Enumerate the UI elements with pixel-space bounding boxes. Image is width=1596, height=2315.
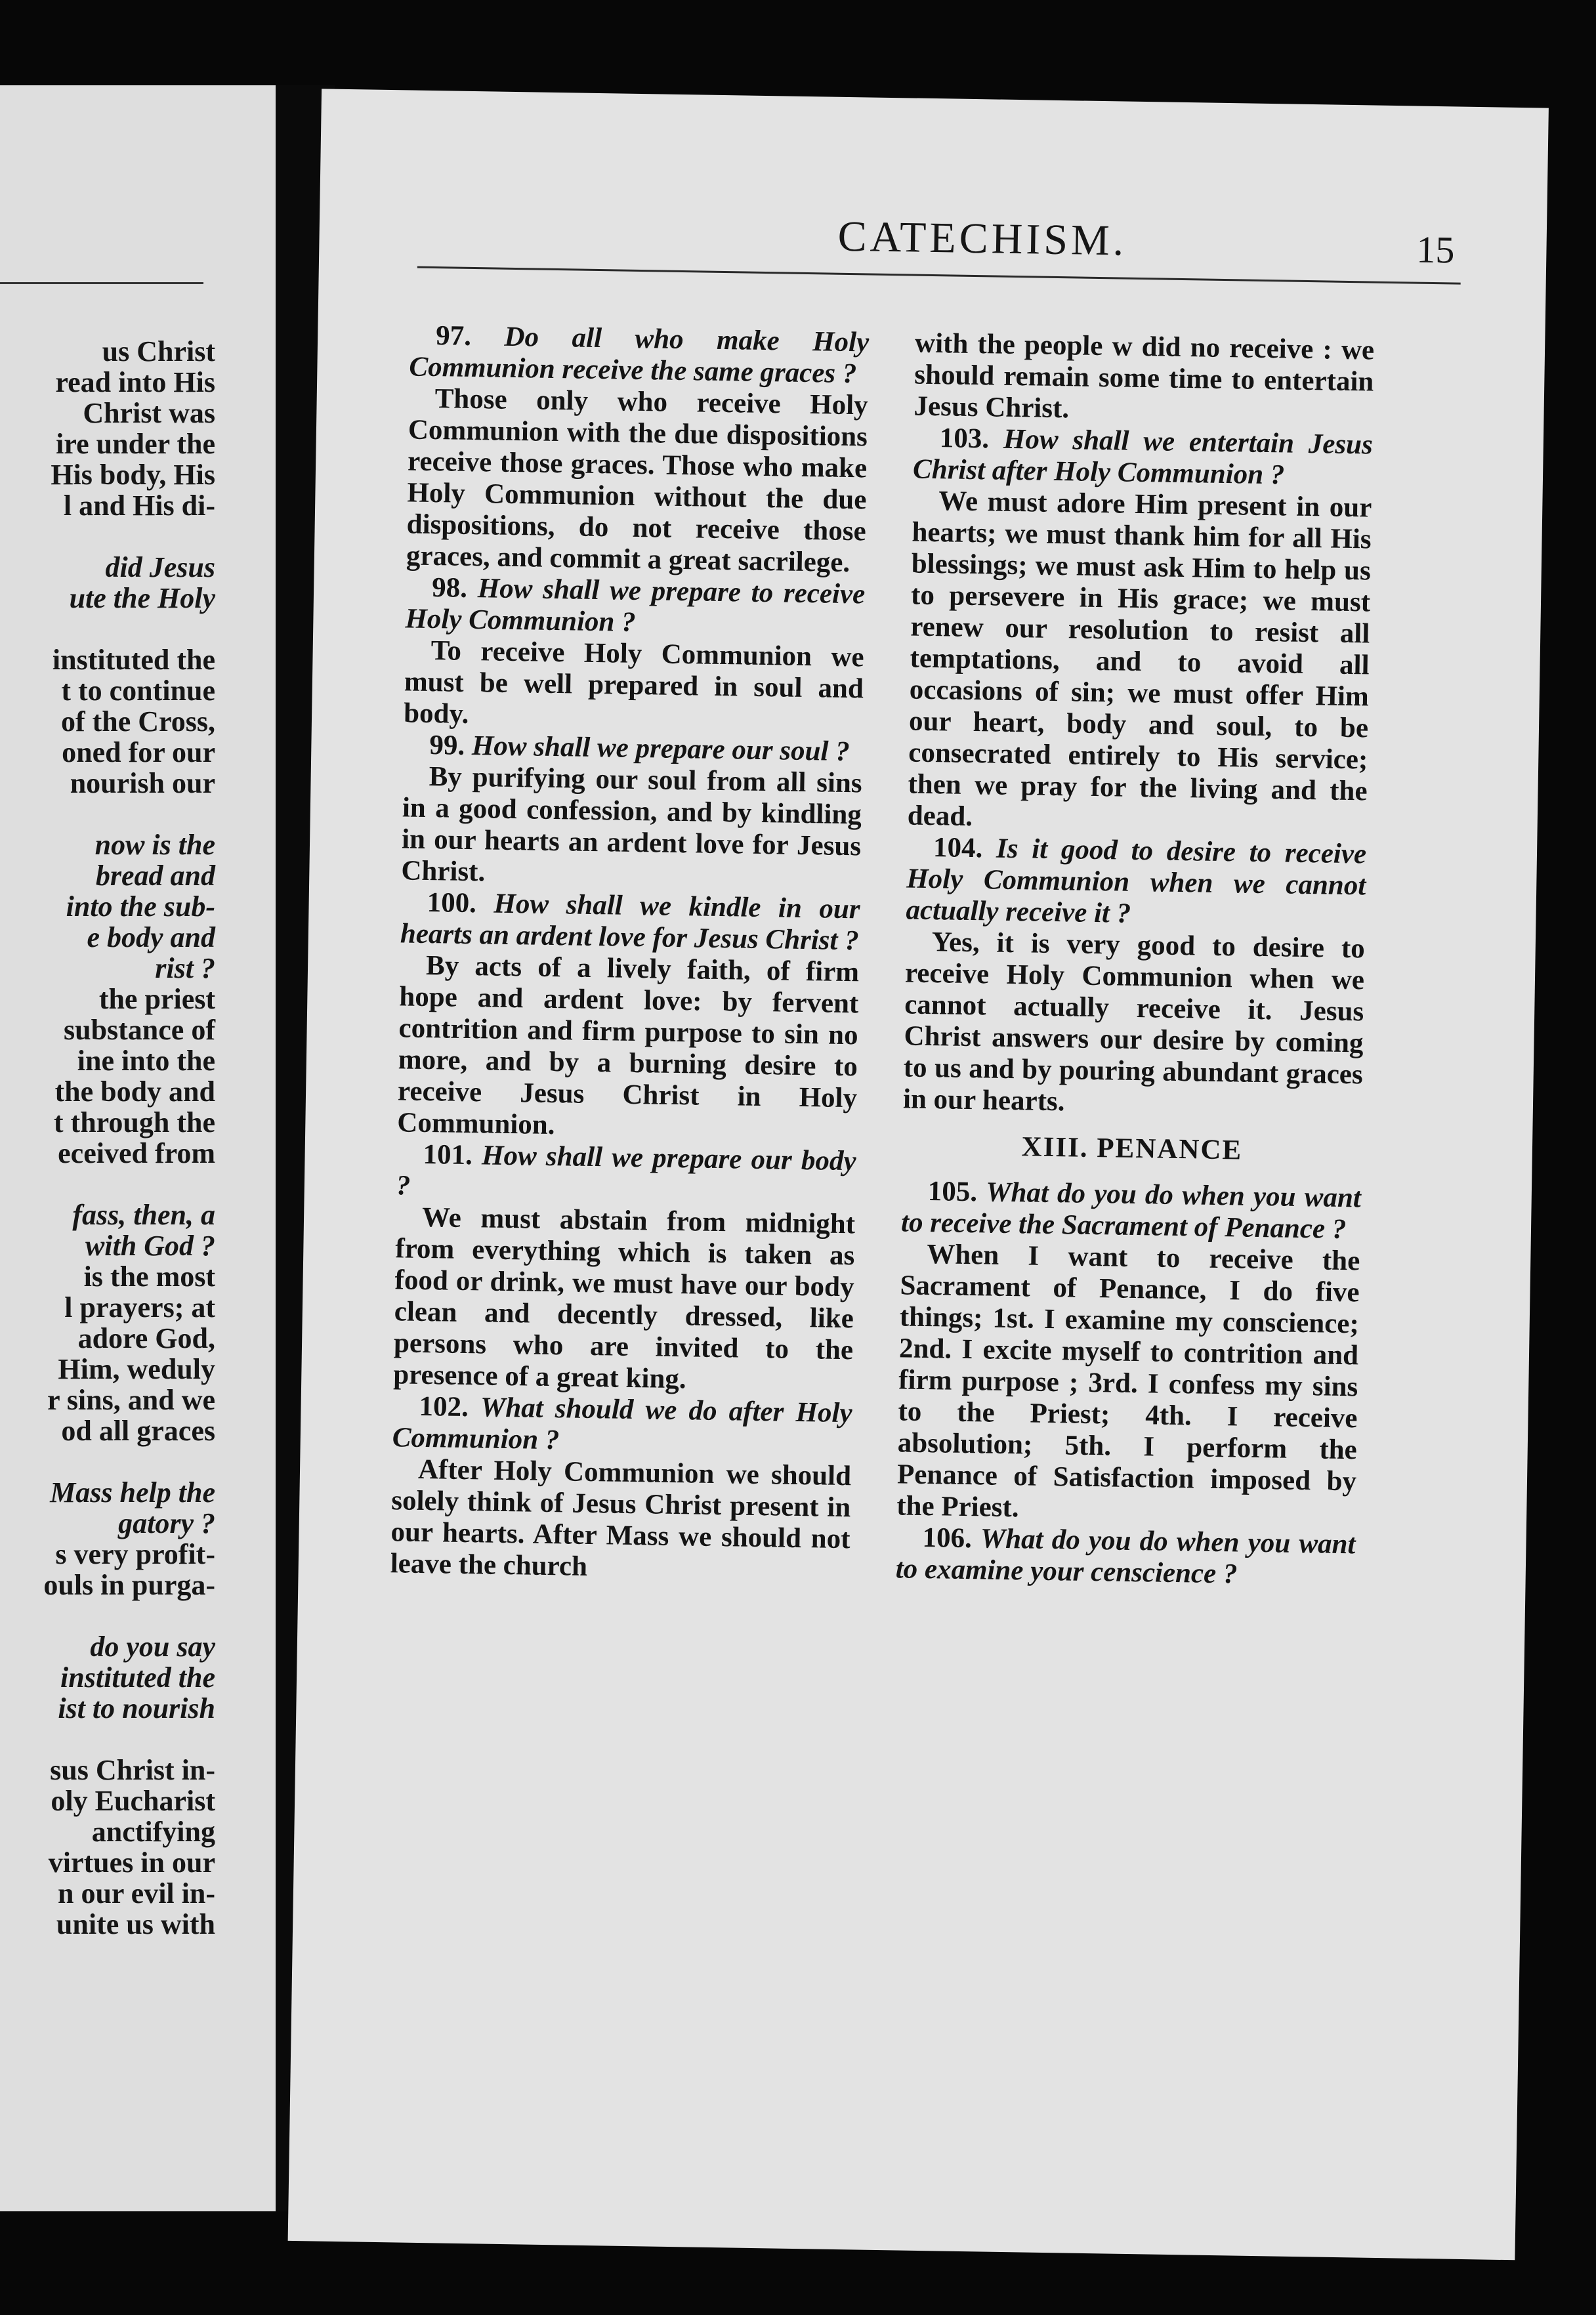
left-page-text	[0, 336, 215, 1940]
left-page-line	[0, 1169, 215, 1199]
left-page	[0, 85, 276, 2211]
question-text: How shall we kindle in our hearts an ardent love for Jesus Christ ?	[400, 888, 860, 957]
question-text: What should we do after Holy Communion ?	[392, 1392, 852, 1456]
catechism-answer: When I want to receive the Sacrament of Penance, I do five things; 1st. I examine my conscience; 2nd. I excite myself to contrition and firm purpose ; 3rd. I confess my sins to the Priest; 4th. I receive absolution; 5th. I perform the Penance of Satisfaction imposed by the Priest.	[896, 1239, 1360, 1524]
left-page-line: unite us with	[56, 1908, 215, 1940]
question-text: What do you do when you want to receive the Sacrament of Penance ?	[900, 1177, 1362, 1245]
left-page-line: fass, then, a	[72, 1199, 215, 1231]
left-page-line	[0, 1600, 215, 1631]
question-number: 101.	[423, 1138, 473, 1171]
catechism-answer: We must adore Him present in our hearts; we must thank him for all His blessings; we must ask Him to help us to persevere in His grace; we must renew our resolution to resist all temptations, and to avoid all occasions of sin; we must offer Him our heart, body and soul, to be consecrated entirely to His service; then we pray for the living and the dead.	[907, 486, 1372, 833]
left-page-line: adore God,	[77, 1322, 215, 1354]
left-page-line: into the sub-	[66, 890, 215, 923]
left-page-line: anctifying	[91, 1816, 215, 1848]
left-page-line	[0, 1446, 215, 1477]
continued-answer: with the people w did no receive : we should remain some time to entertain Jesus Christ.	[914, 327, 1375, 425]
catechism-question	[405, 572, 865, 642]
left-page-line: e body and	[87, 921, 215, 953]
left-page-line: now is the	[94, 829, 215, 861]
question-number: 100.	[427, 886, 477, 919]
question-number: 98.	[431, 572, 468, 604]
question-text: Is it good to desire to receive Holy Communion when we cannot actually receive it ?	[906, 833, 1367, 929]
catechism-question	[392, 1390, 852, 1461]
left-page-line: s very profit-	[55, 1538, 215, 1570]
left-page-line: r sins, and we	[47, 1384, 215, 1416]
section-heading: XIII. PENANCE	[1021, 1131, 1243, 1166]
left-page-line: His body, His	[51, 459, 215, 491]
question-text: Do all who make Holy Communion receive the same graces ?	[409, 321, 870, 390]
left-page-line: ist to nourish	[58, 1692, 215, 1724]
question-text: How shall we entertain Jesus Christ after Holy Communion ?	[912, 423, 1374, 491]
catechism-question	[895, 1522, 1355, 1592]
left-page-line: l prayers; at	[64, 1291, 215, 1324]
catechism-answer: By purifying our soul from all sins in a good confession, and by kindling in our hearts an ardent love for Jesus Christ.	[401, 761, 862, 888]
left-page-line: the priest	[98, 983, 215, 1015]
left-page-line	[0, 614, 215, 644]
question-number: 104.	[933, 832, 983, 864]
left-page-line: sus Christ in-	[50, 1754, 215, 1786]
right-page	[288, 89, 1549, 2260]
page-number: 15	[1416, 228, 1455, 272]
catechism-question	[409, 320, 869, 390]
catechism-answer: By acts of a lively faith, of firm hope and ardent love: by fervent contrition and firm purpose to sin no more, and by a burning desire to receive Jesus Christ in Holy Communion.	[397, 949, 860, 1141]
left-page-line: do you say	[90, 1631, 215, 1663]
left-page-line: oned for our	[62, 736, 215, 768]
left-page-line: oly Eucharist	[51, 1785, 215, 1817]
question-number: 102.	[419, 1390, 469, 1423]
left-page-line: ire under the	[56, 428, 215, 460]
left-page-line: l and His di-	[63, 490, 215, 522]
left-page-line	[0, 1724, 215, 1755]
left-page-line: gatory ?	[118, 1507, 215, 1539]
left-page-line: n our evil in-	[57, 1877, 215, 1909]
left-page-line: instituted the	[60, 1661, 215, 1694]
question-number: 106.	[922, 1522, 973, 1554]
catechism-question	[396, 1138, 856, 1209]
question-number: 99.	[429, 730, 465, 761]
catechism-question	[913, 423, 1373, 493]
left-page-line: instituted the	[52, 644, 215, 676]
question-text: How shall we prepare our body ?	[396, 1140, 856, 1201]
catechism-answer: We must abstain from midnight from everything which is taken as food or drink, we must have our body clean and decently dressed, like persons who are invited to the presence of a great king.	[392, 1201, 856, 1395]
left-page-line: read into His	[55, 366, 215, 398]
left-page-line: t through the	[53, 1106, 215, 1138]
left-page-line: substance of	[63, 1014, 215, 1046]
question-number: 97.	[435, 320, 472, 352]
question-text: How shall we prepare to receive Holy Communion ?	[405, 573, 866, 638]
left-page-line: bread and	[95, 860, 215, 892]
catechism-answer: After Holy Communion we should solely think of Jesus Christ present in our hearts. After Mass we should not leave the church	[390, 1453, 852, 1582]
catechism-question	[400, 886, 860, 957]
question-number: 105.	[927, 1176, 978, 1208]
text-column-left	[390, 320, 869, 1587]
left-page-line: nourish our	[70, 767, 215, 799]
left-page-line: Christ was	[83, 397, 215, 429]
left-page-line: ine into the	[77, 1045, 215, 1077]
left-page-line: Mass help the	[50, 1476, 215, 1509]
left-page-line: t to continue	[61, 675, 215, 707]
catechism-answer: Yes, it is very good to desire to receive Holy Communion when we cannot actually receive it. Jesus Christ answers our desire by coming to us and by pouring abundant graces in our hearts.	[902, 927, 1366, 1117]
left-page-line: of the Cross,	[60, 705, 215, 738]
left-page-line: ute the Holy	[69, 582, 215, 614]
running-title: CATECHISM.	[837, 212, 1127, 265]
left-page-line: Him, weduly	[58, 1353, 215, 1385]
left-page-line: od all graces	[61, 1415, 215, 1447]
left-page-line: virtues in our	[48, 1846, 215, 1879]
catechism-answer: Those only who receive Holy Communion with the due dispositions receive those graces. Those who make Holy Communion without the due dispositions, do not receive those graces, and commit a great sacrilege.	[406, 383, 869, 579]
left-page-line: eceived from	[58, 1137, 215, 1169]
left-page-line	[0, 799, 215, 829]
catechism-answer: To receive Holy Communion we must be well prepared in soul and body.	[403, 635, 864, 730]
left-page-line: is the most	[83, 1261, 215, 1293]
left-page-line: the body and	[54, 1075, 215, 1108]
left-page-line: us Christ	[102, 335, 215, 367]
left-page-line: rist ?	[155, 952, 215, 984]
question-text: What do you do when you want to examine your censcience ?	[895, 1523, 1356, 1590]
catechism-question	[901, 1175, 1361, 1245]
text-column-right	[895, 328, 1374, 1593]
question-text: How shall we prepare our soul ?	[471, 730, 850, 768]
left-page-line: did Jesus	[105, 551, 215, 583]
question-number: 103.	[939, 423, 990, 455]
left-page-line	[0, 521, 215, 552]
left-page-line: with God ?	[85, 1230, 215, 1262]
left-page-line: ouls in purga-	[43, 1569, 215, 1601]
left-page-head-rule	[0, 282, 203, 284]
catechism-question	[906, 831, 1366, 933]
